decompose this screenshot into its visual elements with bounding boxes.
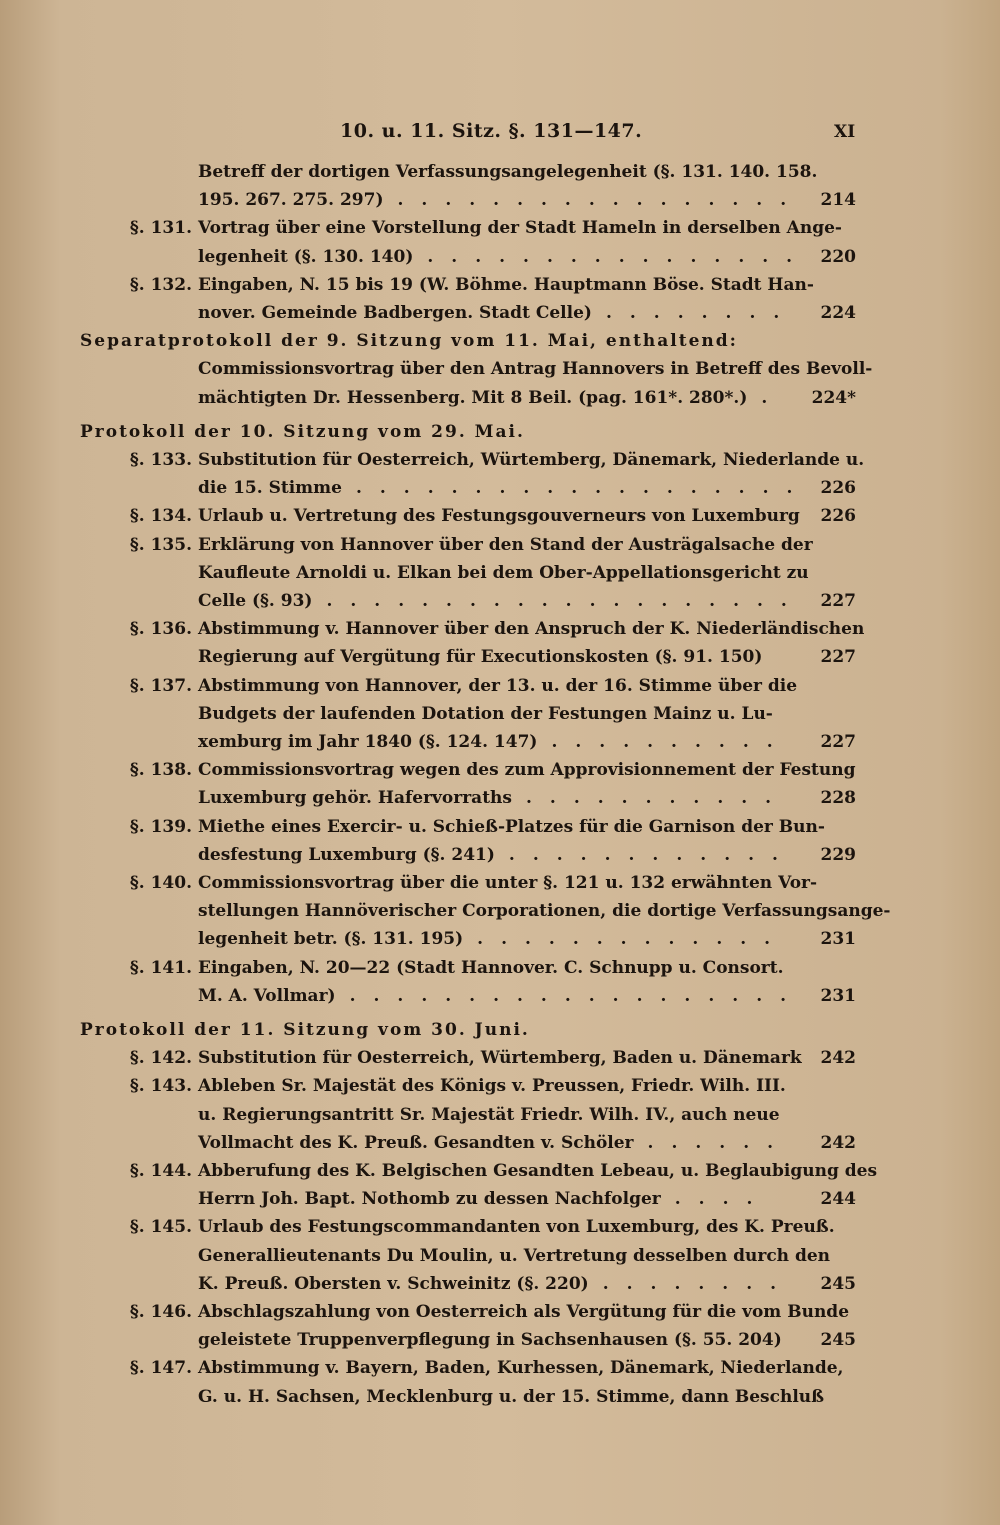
- section-number: §. 141.: [129, 957, 192, 978]
- entry-text: M. A. Vollmar): [198, 985, 336, 1006]
- page-reference: 214: [820, 190, 856, 211]
- entry-text: Substitution für Oesterreich, Würtemberg, Baden u. Dänemark: [198, 1048, 802, 1069]
- page-reference: 245: [820, 1330, 856, 1351]
- entry-text: Celle (§. 93): [198, 591, 313, 611]
- entry-text: Substitution für Oesterreich, Würtemberg, Dänemark, Niederlande u.: [198, 450, 865, 470]
- leader-dots: .................: [397, 190, 805, 211]
- header-page-number: XI: [834, 122, 856, 142]
- leader-dots: ........: [602, 1273, 795, 1294]
- leader-dots: ........: [605, 303, 798, 323]
- section-number: §. 147.: [129, 1358, 192, 1379]
- page-reference: 244: [820, 1189, 856, 1210]
- entry-text: Budgets der laufenden Dotation der Festungen Mainz u. Lu-: [198, 703, 773, 724]
- section-number: §. 132.: [129, 274, 192, 295]
- page-reference: 231: [820, 985, 856, 1006]
- leader-dots: ......: [647, 1132, 792, 1153]
- page-reference: 227: [820, 732, 856, 752]
- page-reference: 220: [820, 246, 856, 267]
- page-reference: 242: [820, 1048, 856, 1069]
- entry-text: Abstimmung von Hannover, der 13. u. der 16. Stimme über die: [198, 675, 798, 696]
- entry-text: Miethe eines Exercir- u. Schieß-Platzes für die Garnison der Bun-: [198, 816, 825, 837]
- section-number: §. 142.: [129, 1048, 192, 1069]
- entry-text: Vortrag über eine Vorstellung der Stadt Hameln in derselben Ange-: [198, 218, 842, 239]
- entry-text: Abberufung des K. Belgischen Gesandten Lebeau, u. Beglaubigung des: [198, 1161, 878, 1181]
- page-reference: 224: [820, 303, 856, 323]
- section-number: §. 143.: [129, 1076, 192, 1097]
- leader-dots: ...................: [349, 985, 805, 1006]
- entry-text: G. u. H. Sachsen, Mecklenburg u. der 15. Stimme, dann Beschluß: [198, 1386, 825, 1407]
- section-number: §. 146.: [129, 1302, 192, 1322]
- page-reference: 227: [820, 647, 856, 668]
- section-number: §. 133.: [129, 450, 192, 470]
- section-number: §. 137.: [129, 675, 192, 696]
- entry-text: geleistete Truppenverpflegung in Sachsenhausen (§. 55. 204): [198, 1330, 782, 1351]
- section-number: §. 131.: [129, 218, 192, 239]
- page-reference: 242: [820, 1132, 856, 1153]
- page-reference: 224*: [811, 387, 856, 408]
- leader-dots: ....: [674, 1189, 771, 1210]
- entry-text: Commissionsvortrag über den Antrag Hannovers in Betreff des Bevoll-: [198, 359, 873, 380]
- entry-text: die 15. Stimme: [198, 478, 342, 499]
- leader-dots: ................: [427, 246, 811, 267]
- entry-text: Generallieutenants Du Moulin, u. Vertretung desselben durch den: [198, 1245, 831, 1266]
- leader-dots: ..........: [551, 732, 791, 752]
- entry-text: Herrn Joh. Bapt. Nothomb zu dessen Nachfolger: [198, 1189, 661, 1210]
- section-number: §. 140.: [129, 873, 192, 893]
- section-number: §. 144.: [129, 1161, 192, 1181]
- page-reference: 226: [820, 478, 856, 499]
- page-reference: 229: [820, 844, 856, 865]
- leader-dots: ...........: [526, 788, 790, 809]
- entry-text: desfestung Luxemburg (§. 241): [198, 844, 495, 865]
- entry-text: nover. Gemeinde Badbergen. Stadt Celle): [198, 303, 592, 323]
- entry-text: Ableben Sr. Majestät des Königs v. Preussen, Friedr. Wilh. III.: [198, 1076, 786, 1097]
- section-heading: Protokoll der 10. Sitzung vom 29. Mai.: [80, 421, 525, 442]
- section-number: §. 136.: [129, 619, 192, 640]
- running-header: [0, 120, 1000, 150]
- page-reference: 245: [820, 1273, 856, 1294]
- leader-dots: ...................: [355, 478, 811, 499]
- entry-text: Betreff der dortigen Verfassungsangelegenheit (§. 131. 140. 158.: [198, 162, 818, 182]
- leader-dots: .: [761, 387, 786, 408]
- page-reference: 228: [820, 788, 856, 809]
- leader-dots: ....................: [326, 591, 805, 611]
- entry-text: legenheit betr. (§. 131. 195): [198, 929, 464, 950]
- entry-text: Abstimmung v. Hannover über den Anspruch der K. Niederländischen: [198, 619, 865, 640]
- section-number: §. 134.: [129, 506, 192, 527]
- entry-text: stellungen Hannöverischer Corporationen, die dortige Verfassungsange-: [198, 901, 891, 922]
- entry-text: 195. 267. 275. 297): [198, 190, 384, 211]
- entry-text: Commissionsvortrag über die unter §. 121 u. 132 erwähnten Vor-: [198, 873, 818, 893]
- section-number: §. 138.: [129, 760, 192, 781]
- entry-text: Regierung auf Vergütung für Executionskosten (§. 91. 150): [198, 647, 763, 668]
- entry-text: K. Preuß. Obersten v. Schweinitz (§. 220): [198, 1273, 589, 1294]
- entry-text: Abstimmung v. Bayern, Baden, Kurhessen, Dänemark, Niederlande,: [198, 1358, 844, 1379]
- page-reference: 226: [820, 506, 856, 527]
- entry-text: u. Regierungsantritt Sr. Majestät Friedr. Wilh. IV., auch neue: [198, 1104, 780, 1125]
- section-number: §. 139.: [129, 816, 192, 837]
- page-reference: 227: [820, 591, 856, 611]
- section-number: §. 135.: [129, 534, 192, 555]
- entry-text: Vollmacht des K. Preuß. Gesandten v. Schöler: [198, 1132, 634, 1153]
- entry-text: Eingaben, N. 15 bis 19 (W. Böhme. Hauptmann Böse. Stadt Han-: [198, 274, 814, 295]
- entry-text: mächtigten Dr. Hessenberg. Mit 8 Beil. (pag. 161*. 280*.): [198, 387, 748, 408]
- section-heading: Separatprotokoll der 9. Sitzung vom 11. Mai, enthaltend:: [80, 331, 738, 352]
- section-heading: Protokoll der 11. Sitzung vom 30. Juni.: [80, 1020, 530, 1040]
- leader-dots: .............: [477, 929, 789, 950]
- entry-text: Luxemburg gehör. Hafervorraths: [198, 788, 512, 809]
- entry-text: legenheit (§. 130. 140): [198, 246, 414, 267]
- header-title: 10. u. 11. Sitz. §. 131—147.: [340, 120, 643, 142]
- entry-text: xemburg im Jahr 1840 (§. 124. 147): [198, 732, 538, 752]
- entry-text: Urlaub des Festungscommandanten von Luxemburg, des K. Preuß.: [198, 1217, 835, 1238]
- entry-text: Abschlagszahlung von Oesterreich als Vergütung für die vom Bunde: [198, 1302, 850, 1322]
- page-reference: 231: [820, 929, 856, 950]
- entry-text: Commissionsvortrag wegen des zum Approvisionnement der Festung: [198, 760, 856, 781]
- entry-text: Eingaben, N. 20—22 (Stadt Hannover. C. Schnupp u. Consort.: [198, 957, 784, 978]
- leader-dots: ............: [508, 844, 796, 865]
- entry-text: Kaufleute Arnoldi u. Elkan bei dem Ober-Appellationsgericht zu: [198, 562, 809, 583]
- section-number: §. 145.: [129, 1217, 192, 1238]
- entry-text: Urlaub u. Vertretung des Festungsgouverneurs von Luxemburg: [198, 506, 800, 527]
- entry-text: Erklärung von Hannover über den Stand der Austrägalsache der: [198, 534, 813, 555]
